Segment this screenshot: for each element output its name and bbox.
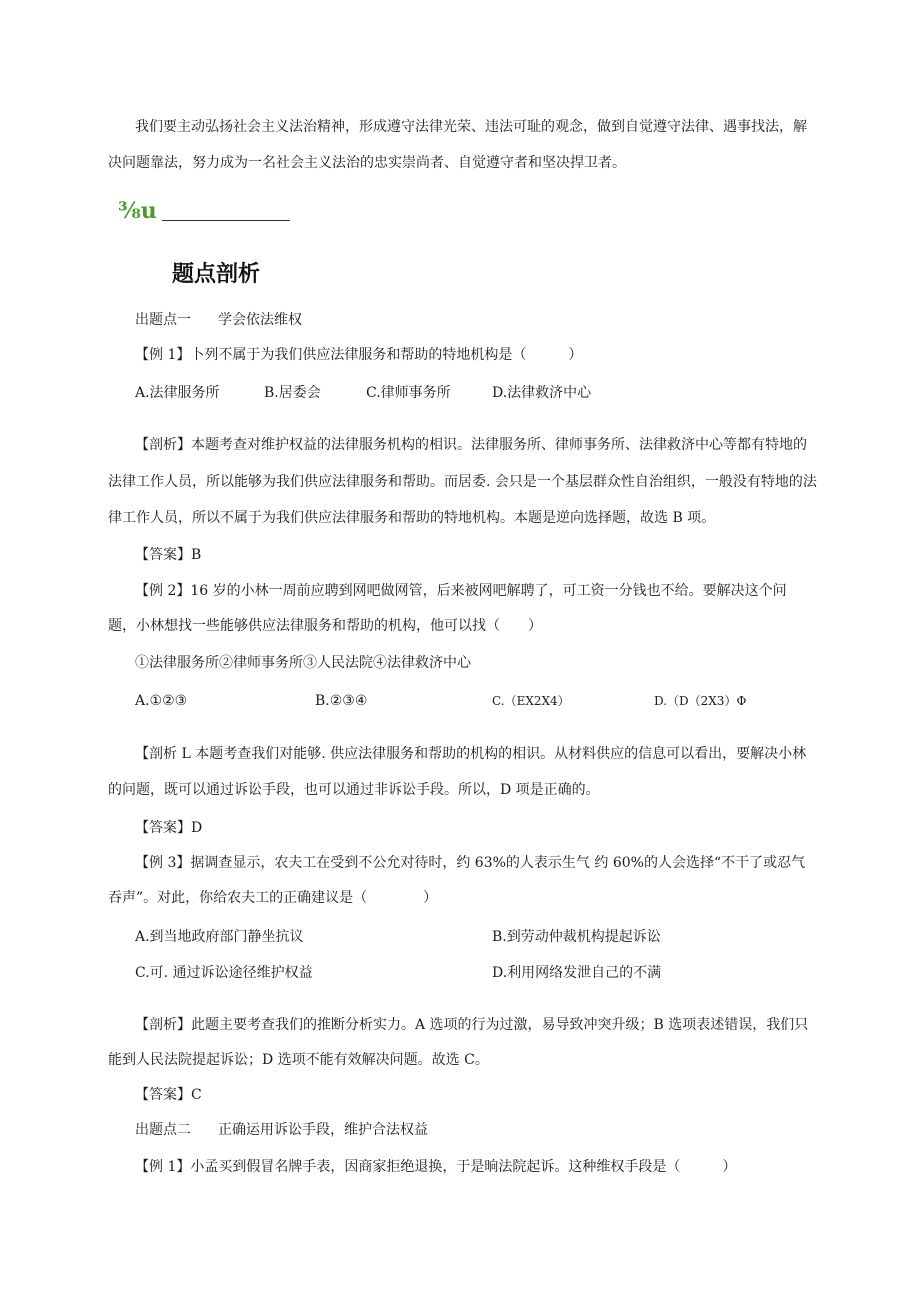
ex2-option-b: B.②③④: [315, 693, 368, 709]
intro-line-1: 我们要主动弘扬社会主义法治精神，形成遵守法律光荣、违法可耻的观念，做到自觉遵守法律、遇事找法，解: [135, 119, 807, 135]
ex1-analysis-2: 法律工作人员，所以能够为我们供应法律服务和帮助。而居委. 会只是一个基层群众性自治组织，一般没有特地的法: [108, 474, 817, 490]
ex3-answer: 【答案】C: [135, 1087, 202, 1103]
topic2-title: 正确运用诉讼手段，维护合法权益: [218, 1122, 428, 1138]
ex3-analysis-2: 能到人民法院提起诉讼；D 选项不能有效解决问题。故选 C。: [108, 1052, 489, 1068]
ex2-items: ①法律服务所②律师事务所③人民法院④法律救济中心: [135, 655, 471, 671]
ex1-option-a: A.法律服务所: [135, 385, 220, 401]
ex2-question-1: 【例 2】16 岁的小林一周前应聘到网吧做网管，后来被网吧解聘了，可工资一分钱也不给。要解决这个问: [135, 583, 787, 599]
ex1-analysis-1: 【剖析】本题考查对维护权益的法律服务机构的相识。法律服务所、律师事务所、法律救济中心等都有特地的: [135, 437, 807, 453]
ex3-option-c: C.可. 通过诉讼途径维护权益: [135, 965, 313, 981]
ex2-option-d: D.（D（2X3）Φ: [654, 694, 747, 708]
ex3-question-1: 【例 3】据调查显示，农夫工在受到不公允对待时，约 63%的人表示生气 约 60%的人会选择“不干了或忍气: [135, 855, 806, 871]
title-mark: ⅜u: [118, 198, 157, 224]
ex2-question-2: 题，小林想找一些能够供应法律服务和帮助的机构，他可以找（ ）: [108, 618, 542, 634]
ex3-option-b: B.到劳动仲裁机构提起诉讼: [492, 929, 661, 945]
ex3-question-2: 吞声”。对此，你给农夫工的正确建议是（ ）: [108, 890, 438, 906]
ex1-answer: 【答案】B: [135, 547, 202, 563]
title-underline: [162, 220, 290, 221]
ex3-analysis-1: 【剖析】此题主要考查我们的推断分析实力。A 选项的行为过激，易导致冲突升级；B 选项表述错误，我们只: [135, 1017, 809, 1033]
ex1-option-c: C.律师事务所: [366, 385, 451, 401]
ex2-option-c: C.（EX2X4）: [492, 694, 570, 708]
intro-line-2: 决问题靠法，努力成为一名社会主义法治的忠实崇尚者、自觉遵守者和坚决捍卫者。: [108, 155, 626, 171]
ex3-option-a: A.到当地政府部门静坐抗议: [135, 929, 304, 945]
ex1-option-d: D.法律救济中心: [492, 385, 592, 401]
topic1-label: 出题点一: [135, 312, 191, 328]
ex2-option-a: A.①②③: [135, 693, 188, 709]
section-heading: 题点剖析: [172, 262, 261, 287]
topic1-title: 学会依法维权: [218, 312, 302, 328]
ex2-analysis-2: 的问题，既可以通过诉讼手段，也可以通过非诉讼手段。所以，D 项是正确的。: [108, 782, 600, 798]
topic2-label: 出题点二: [135, 1122, 191, 1138]
ex1-question: 【例 1】卜列不属于为我们供应法律服务和帮助的特地机构是（ ）: [135, 347, 583, 363]
ex2-answer: 【答案】D: [135, 820, 203, 836]
ex2-analysis-1: 【剖析 L 本题考查我们对能够. 供应法律服务和帮助的机构的相识。从材料供应的信息可以看出，要解决小林: [135, 746, 807, 762]
ex3-option-d: D.利用网络发泄自己的不满: [492, 965, 662, 981]
ex1-option-b: B.居委会: [264, 385, 321, 401]
ex1-analysis-3: 律工作人员，所以不属于为我们供应法律服务和帮助的特地机构。本题是逆向选择题，故选 B 项。: [108, 510, 716, 526]
ex4-question: 【例 1】小孟买到假冒名牌手表，因商家拒绝退换，于是晌法院起诉。这种维权手段是（ ）: [135, 1159, 737, 1175]
